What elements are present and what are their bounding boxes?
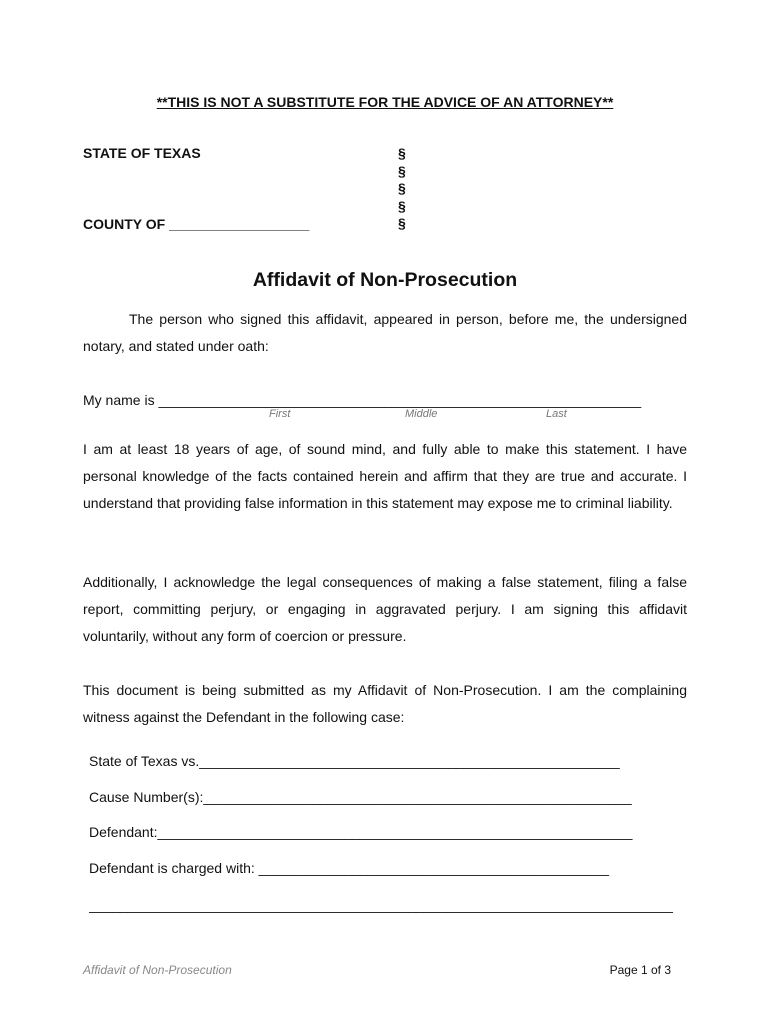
section-mark: § [398, 162, 406, 179]
section-mark: § [398, 145, 406, 161]
section-mark: § [398, 197, 406, 214]
charge-continuation-line: ___________________________________________________________________________ [89, 897, 673, 913]
intro-paragraph: The person who signed this affidavit, appeared in person, before me, the undersigned notary, and stated under oath: [83, 311, 687, 354]
charge-field: Defendant is charged with: _____________________________________________ [89, 860, 610, 876]
name-first-caption: First [269, 408, 291, 420]
section-mark: § [398, 215, 406, 231]
name-last-caption: Last [546, 408, 567, 420]
name-field: My name is ______________________________________________________________ [83, 392, 642, 408]
section-marks [398, 145, 406, 233]
footer-document-name: Affidavit of Non-Prosecution [83, 963, 232, 977]
section-mark: § [398, 180, 406, 196]
case-style-field: State of Texas vs.______________________________________________________ [89, 753, 620, 769]
defendant-field: Defendant:_____________________________________________________________ [89, 824, 633, 840]
cause-number-field: Cause Number(s):_______________________________________________________ [89, 789, 632, 805]
consequences-paragraph: Additionally, I acknowledge the legal consequences of making a false statement, filing a false report, committing perjury, or engaging in aggravated perjury. I am signing this affidavit voluntarily, without any form of coercion or pressure. [83, 574, 687, 644]
state-of-texas-label: STATE OF TEXAS [83, 145, 201, 161]
page-number: Page 1 of 3 [609, 963, 671, 977]
county-of-field: COUNTY OF __________________ [83, 216, 310, 232]
document-title: Affidavit of Non-Prosecution [252, 269, 518, 291]
submission-paragraph: This document is being submitted as my Affidavit of Non-Prosecution. I am the complaining witness against the Defendant in the following case: [83, 682, 687, 725]
name-middle-caption: Middle [405, 408, 438, 420]
disclaimer-heading: **THIS IS NOT A SUBSTITUTE FOR THE ADVICE OF AN ATTORNEY** [156, 94, 614, 110]
capacity-paragraph: I am at least 18 years of age, of sound mind, and fully able to make this statement. I have personal knowledge of the facts contained herein and affirm that they are true and accurate. I understand that providing false information in this statement may expose me to criminal liability. [83, 441, 687, 511]
